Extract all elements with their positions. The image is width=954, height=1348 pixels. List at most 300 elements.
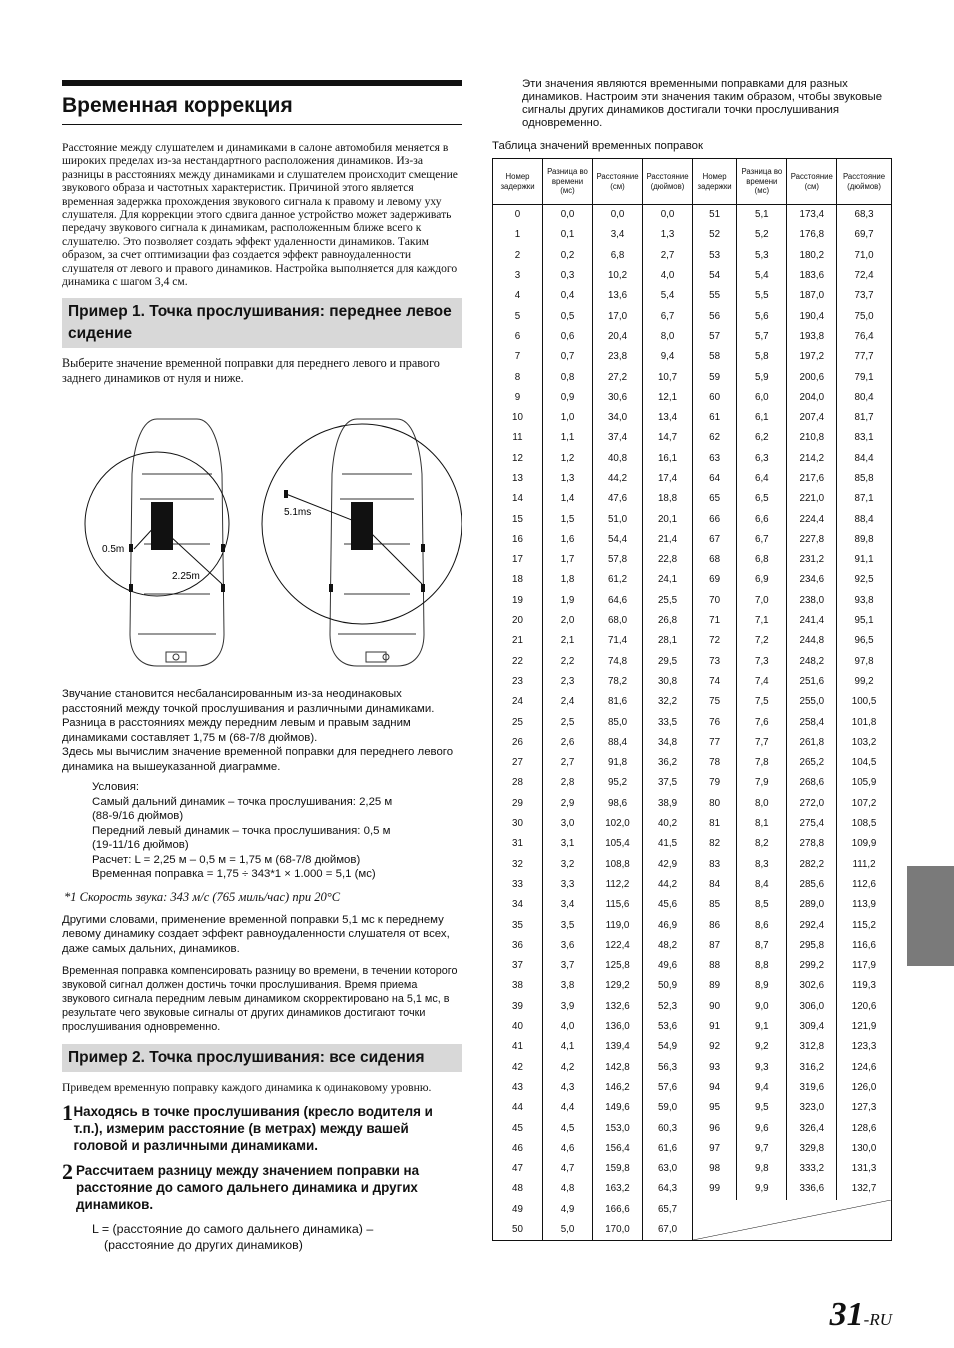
table-cell: 1,1	[543, 428, 593, 448]
example2-instruction: Приведем временную поправку каждого динамика к одинаковому уровню.	[62, 1081, 432, 1095]
table-cell: 1,3	[643, 225, 693, 245]
table-cell: 113,9	[837, 895, 892, 915]
table-cell: 58	[693, 347, 737, 367]
table-cell: 0,2	[543, 245, 593, 265]
table-cell: 16	[493, 529, 543, 549]
table-cell: 7,8	[737, 753, 787, 773]
table-row	[493, 1179, 892, 1199]
table-cell: 13,6	[593, 286, 643, 306]
table-cell: 7	[493, 347, 543, 367]
table-cell: 102,0	[593, 813, 643, 833]
table-cell: 329,8	[787, 1138, 837, 1158]
table-cell: 4,6	[543, 1138, 593, 1158]
speaker-icon	[129, 544, 133, 552]
table-row	[493, 1098, 892, 1118]
example1-instruction: Выберите значение временной поправки для переднего левого и правого заднего динамиков от нуля и ниже.	[62, 356, 440, 386]
table-cell: 333,2	[787, 1158, 837, 1178]
table-cell: 67	[693, 529, 737, 549]
table-cell: 234,6	[787, 570, 837, 590]
table-cell: 93	[693, 1057, 737, 1077]
intro-paragraph: Расстояние между слушателем и динамиками в салоне автомобиля меняется в широких пределах из-за нестандартного расположения динамиков. Из-за разницы в расстояниях между динамиками и слушателем происходит смещение звукового образа и частотных характеристик. Причиной этого является временная задержка прохождения звукового сигнала к правому и левому уху слушателя. Для коррекции этого сдвига данное устройство может задерживать передачу звукового сигнала к динамикам, расположенным ближе всего к слушателю. Это позволяет создать эффект удаленности динамиков. Таким образом, за счет оптимизации фаз создается эффект равноудаленности слушателя от левого и правого динамиков. Настройка выполняется для каждого динамика с шагом 3,4 см.	[62, 141, 458, 289]
table-cell: 117,9	[837, 955, 892, 975]
table-cell: 2,2	[543, 651, 593, 671]
table-cell: 21,4	[643, 529, 693, 549]
table-cell: 295,8	[787, 935, 837, 955]
table-cell: 95,1	[837, 610, 892, 630]
table-cell: 5,6	[737, 306, 787, 326]
page-suffix: -RU	[863, 1310, 892, 1329]
table-cell: 282,2	[787, 854, 837, 874]
table-cell: 1	[493, 225, 543, 245]
table-cell: 0,3	[543, 265, 593, 285]
table-cell: 4,1	[543, 1037, 593, 1057]
table-cell: 93,8	[837, 590, 892, 610]
table-cell: 132,7	[837, 1179, 892, 1199]
formula-line: (расстояние до других динамиков)	[104, 1238, 303, 1253]
side-tab	[907, 866, 954, 966]
table-cell: 59,0	[643, 1098, 693, 1118]
table-cell: 5,7	[737, 326, 787, 346]
table-cell: 176,8	[787, 225, 837, 245]
table-cell: 32,2	[643, 692, 693, 712]
table-row	[493, 509, 892, 529]
table-cell: 319,6	[787, 1077, 837, 1097]
table-cell: 100,5	[837, 692, 892, 712]
table-cell: 7,2	[737, 631, 787, 651]
table-cell: 289,0	[787, 895, 837, 915]
table-cell: 96,5	[837, 631, 892, 651]
table-cell: 7,7	[737, 732, 787, 752]
table-cell: 52,3	[643, 996, 693, 1016]
listener-seat-left	[151, 502, 173, 550]
table-cell: 180,2	[787, 245, 837, 265]
table-cell: 24	[493, 692, 543, 712]
column-header: Разница во времени (мс)	[543, 159, 593, 205]
table-cell: 6,5	[737, 489, 787, 509]
table-row	[493, 347, 892, 367]
table-cell: 2,3	[543, 671, 593, 691]
table-cell: 170,0	[593, 1220, 643, 1241]
table-cell: 2,6	[543, 732, 593, 752]
table-cell: 108,8	[593, 854, 643, 874]
table-cell: 67,0	[643, 1220, 693, 1241]
table-cell: 45,6	[643, 895, 693, 915]
table-cell: 83	[693, 854, 737, 874]
speaker-icon	[421, 544, 425, 552]
table-cell: 1,0	[543, 407, 593, 427]
table-cell: 1,9	[543, 590, 593, 610]
table-cell: 89	[693, 976, 737, 996]
table-cell: 94	[693, 1077, 737, 1097]
table-cell: 221,0	[787, 489, 837, 509]
column-header: Номер задержки	[493, 159, 543, 205]
table-cell: 142,8	[593, 1057, 643, 1077]
table-cell: 34,8	[643, 732, 693, 752]
table-cell: 111,2	[837, 854, 892, 874]
table-cell: 48	[493, 1179, 543, 1199]
table-cell: 2,8	[543, 773, 593, 793]
table-cell: 2,7	[543, 753, 593, 773]
table-cell: 68,0	[593, 610, 643, 630]
table-cell: 5,3	[737, 245, 787, 265]
table-cell: 3,4	[543, 895, 593, 915]
table-cell: 61,6	[643, 1138, 693, 1158]
table-cell: 71	[693, 610, 737, 630]
condition-line: (88-9/16 дюймов)	[92, 810, 184, 823]
table-cell: 292,4	[787, 915, 837, 935]
formula-line: L = (расстояние до самого дальнего динамика) –	[92, 1222, 374, 1237]
table-row	[493, 428, 892, 448]
table-cell: 56	[693, 306, 737, 326]
table-row	[493, 854, 892, 874]
table-cell: 36,2	[643, 753, 693, 773]
table-cell: 3,9	[543, 996, 593, 1016]
formula-block	[92, 1221, 462, 1253]
table-cell: 275,4	[787, 813, 837, 833]
table-cell: 126,0	[837, 1077, 892, 1097]
page-number-value: 31	[829, 1296, 864, 1333]
table-row	[493, 407, 892, 427]
table-cell: 72	[693, 631, 737, 651]
table-cell: 105,4	[593, 834, 643, 854]
table-cell: 7,1	[737, 610, 787, 630]
table-cell: 207,4	[787, 407, 837, 427]
example2-heading: Пример 2. Точка прослушивания: все сидения	[62, 1044, 462, 1072]
table-cell: 23	[493, 671, 543, 691]
table-cell: 77,7	[837, 347, 892, 367]
table-cell: 76	[693, 712, 737, 732]
table-row	[493, 225, 892, 245]
table-cell: 6,2	[737, 428, 787, 448]
table-cell: 49	[493, 1199, 543, 1220]
table-cell: 166,6	[593, 1199, 643, 1220]
table-cell: 57,6	[643, 1077, 693, 1097]
table-cell: 48,2	[643, 935, 693, 955]
step-1	[62, 1100, 462, 1154]
table-cell: 40	[493, 1016, 543, 1036]
table-cell: 46	[493, 1138, 543, 1158]
table-cell: 14,7	[643, 428, 693, 448]
table-cell: 17,4	[643, 468, 693, 488]
table-cell: 64	[693, 468, 737, 488]
table-cell: 109,9	[837, 834, 892, 854]
table-row	[493, 732, 892, 752]
table-cell: 10	[493, 407, 543, 427]
table-cell: 146,2	[593, 1077, 643, 1097]
table-row	[493, 468, 892, 488]
table-cell: 183,6	[787, 265, 837, 285]
table-cell: 51,0	[593, 509, 643, 529]
table-cell: 2,7	[643, 245, 693, 265]
table-cell: 7,3	[737, 651, 787, 671]
table-cell: 3,4	[593, 225, 643, 245]
column-header: Расстояние (см)	[787, 159, 837, 205]
table-cell: 81,7	[837, 407, 892, 427]
table-cell: 42,9	[643, 854, 693, 874]
empty-cell	[693, 1199, 892, 1240]
table-cell: 42	[493, 1057, 543, 1077]
table-cell: 248,2	[787, 651, 837, 671]
table-cell: 98,6	[593, 793, 643, 813]
table-cell: 3,3	[543, 874, 593, 894]
table-cell: 90	[693, 996, 737, 1016]
table-cell: 217,6	[787, 468, 837, 488]
table-cell: 35	[493, 915, 543, 935]
table-row	[493, 245, 892, 265]
table-cell: 76,4	[837, 326, 892, 346]
table-row	[493, 1199, 892, 1220]
table-cell: 72,4	[837, 265, 892, 285]
delay-label: 5.1ms	[284, 507, 312, 519]
table-cell: 6,8	[737, 550, 787, 570]
section-rule	[62, 80, 462, 86]
table-cell: 149,6	[593, 1098, 643, 1118]
table-cell: 85,8	[837, 468, 892, 488]
table-cell: 26,8	[643, 610, 693, 630]
table-cell: 80	[693, 793, 737, 813]
table-cell: 91	[693, 1016, 737, 1036]
table-cell: 13	[493, 468, 543, 488]
table-cell: 97	[693, 1138, 737, 1158]
right-intro: Эти значения являются временными поправками для разных динамиков. Настроим эти значения таким образом, чтобы звуковые сигналы других динамиков достигали точки прослушивания одновременно.	[522, 78, 883, 129]
table-cell: 0,0	[543, 205, 593, 225]
table-cell: 34,0	[593, 407, 643, 427]
step-number: 1	[62, 1100, 73, 1126]
table-cell: 0,6	[543, 326, 593, 346]
table-cell: 88,4	[837, 509, 892, 529]
table-cell: 6,8	[593, 245, 643, 265]
table-cell: 81,6	[593, 692, 643, 712]
table-cell: 84	[693, 874, 737, 894]
table-cell: 2,1	[543, 631, 593, 651]
table-cell: 5	[493, 306, 543, 326]
table-cell: 8,3	[737, 854, 787, 874]
table-cell: 285,6	[787, 874, 837, 894]
table-cell: 65,7	[643, 1199, 693, 1220]
table-cell: 82	[693, 834, 737, 854]
table-cell: 119,0	[593, 915, 643, 935]
table-cell: 4,0	[543, 1016, 593, 1036]
table-cell: 132,6	[593, 996, 643, 1016]
table-cell: 5,1	[737, 205, 787, 225]
condition-line: (19-11/16 дюймов)	[92, 839, 189, 852]
table-cell: 68,3	[837, 205, 892, 225]
example1-para2: Временная поправка компенсировать разницу во времени, в течении которого звуковой сигнал должен достичь точки прослушивания. Время приема звукового сигнала передним левым динамиком скорректировано на 5,1 мс, в результате чего звуковые сигналы от других динамиков достигают точки прослушивания одновременно.	[62, 965, 458, 1034]
table-cell: 105,9	[837, 773, 892, 793]
table-row	[493, 1077, 892, 1097]
table-cell: 16,1	[643, 448, 693, 468]
table-cell: 1,3	[543, 468, 593, 488]
table-row	[493, 610, 892, 630]
table-cell: 278,8	[787, 834, 837, 854]
table-cell: 40,2	[643, 813, 693, 833]
table-cell: 87,1	[837, 489, 892, 509]
table-cell: 124,6	[837, 1057, 892, 1077]
virtual-speaker-icon	[284, 490, 288, 498]
table-cell: 13,4	[643, 407, 693, 427]
table-cell: 79,1	[837, 367, 892, 387]
speaker-icon	[421, 584, 425, 592]
table-cell: 2	[493, 245, 543, 265]
table-cell: 53	[693, 245, 737, 265]
table-cell: 88	[693, 955, 737, 975]
table-cell: 17,0	[593, 306, 643, 326]
explanation-line: Здесь мы вычислим значение временной поправки для переднего левого динамика на вышеуказанной диаграмме.	[62, 746, 454, 773]
table-cell: 77	[693, 732, 737, 752]
table-cell: 1,2	[543, 448, 593, 468]
table-cell: 89,8	[837, 529, 892, 549]
table-cell: 87	[693, 935, 737, 955]
table-cell: 79	[693, 773, 737, 793]
table-cell: 107,2	[837, 793, 892, 813]
table-row	[493, 570, 892, 590]
table-cell: 120,6	[837, 996, 892, 1016]
table-row	[493, 712, 892, 732]
table-cell: 18,8	[643, 489, 693, 509]
table-row	[493, 550, 892, 570]
table-cell: 88,4	[593, 732, 643, 752]
right-column	[492, 78, 892, 1241]
table-cell: 101,8	[837, 712, 892, 732]
table-cell: 25	[493, 712, 543, 732]
left-column	[62, 80, 462, 1253]
table-row	[493, 367, 892, 387]
table-row	[493, 590, 892, 610]
table-cell: 2,5	[543, 712, 593, 732]
table-cell: 19	[493, 590, 543, 610]
table-cell: 71,4	[593, 631, 643, 651]
table-cell: 24,1	[643, 570, 693, 590]
table-cell: 316,2	[787, 1057, 837, 1077]
table-cell: 187,0	[787, 286, 837, 306]
table-cell: 6	[493, 326, 543, 346]
table-cell: 3,6	[543, 935, 593, 955]
table-cell: 9,2	[737, 1037, 787, 1057]
table-cell: 326,4	[787, 1118, 837, 1138]
example1-heading: Пример 1. Точка прослушивания: переднее левое сидение	[62, 298, 462, 348]
table-cell: 9,3	[737, 1057, 787, 1077]
table-cell: 129,2	[593, 976, 643, 996]
table-cell: 34	[493, 895, 543, 915]
table-cell: 265,2	[787, 753, 837, 773]
table-row	[493, 286, 892, 306]
table-cell: 231,2	[787, 550, 837, 570]
table-row	[493, 306, 892, 326]
table-cell: 3,8	[543, 976, 593, 996]
table-cell: 66	[693, 509, 737, 529]
table-cell: 22,8	[643, 550, 693, 570]
table-cell: 9,4	[737, 1077, 787, 1097]
example1-explanation	[62, 687, 462, 774]
table-cell: 39	[493, 996, 543, 1016]
table-cell: 44	[493, 1098, 543, 1118]
table-row	[493, 996, 892, 1016]
table-row	[493, 326, 892, 346]
table-cell: 43	[493, 1077, 543, 1097]
table-cell: 84,4	[837, 448, 892, 468]
table-cell: 3	[493, 265, 543, 285]
conditions-title: Условия:	[92, 781, 140, 794]
table-cell: 54,4	[593, 529, 643, 549]
table-cell: 103,2	[837, 732, 892, 752]
table-cell: 71,0	[837, 245, 892, 265]
table-cell: 2,0	[543, 610, 593, 630]
table-cell: 69	[693, 570, 737, 590]
table-cell: 52	[693, 225, 737, 245]
table-cell: 8,0	[737, 793, 787, 813]
table-cell: 92,5	[837, 570, 892, 590]
table-cell: 15	[493, 509, 543, 529]
table-cell: 1,7	[543, 550, 593, 570]
column-header: Номер задержки	[693, 159, 737, 205]
table-cell: 4,3	[543, 1077, 593, 1097]
table-row	[493, 1037, 892, 1057]
table-cell: 53,6	[643, 1016, 693, 1036]
table-cell: 74	[693, 671, 737, 691]
table-cell: 244,8	[787, 631, 837, 651]
table-cell: 6,4	[737, 468, 787, 488]
table-cell: 99,2	[837, 671, 892, 691]
table-cell: 8,8	[737, 955, 787, 975]
table-cell: 336,6	[787, 1179, 837, 1199]
table-cell: 8	[493, 367, 543, 387]
table-cell: 3,7	[543, 955, 593, 975]
table-cell: 41,5	[643, 834, 693, 854]
table-cell: 306,0	[787, 996, 837, 1016]
table-cell: 47	[493, 1158, 543, 1178]
table-cell: 268,6	[787, 773, 837, 793]
table-cell: 37	[493, 955, 543, 975]
table-cell: 130,0	[837, 1138, 892, 1158]
table-cell: 64,3	[643, 1179, 693, 1199]
table-cell: 238,0	[787, 590, 837, 610]
table-cell: 9,1	[737, 1016, 787, 1036]
table-cell: 125,8	[593, 955, 643, 975]
table-cell: 27	[493, 753, 543, 773]
table-cell: 37,4	[593, 428, 643, 448]
example1-para1: Другими словами, применение временной поправки 5,1 мс к переднему левому динамику создает эффект равноудаленности слушателя от всех, даже самых дальних, динамиков.	[62, 913, 450, 955]
table-cell: 47,6	[593, 489, 643, 509]
table-cell: 73	[693, 651, 737, 671]
table-cell: 6,3	[737, 448, 787, 468]
table-cell: 44,2	[643, 874, 693, 894]
table-cell: 9,0	[737, 996, 787, 1016]
table-cell: 33	[493, 874, 543, 894]
table-cell: 139,4	[593, 1037, 643, 1057]
table-cell: 32	[493, 854, 543, 874]
table-cell: 197,2	[787, 347, 837, 367]
table-row	[493, 955, 892, 975]
table-cell: 81	[693, 813, 737, 833]
table-cell: 8,2	[737, 834, 787, 854]
table-cell: 7,6	[737, 712, 787, 732]
table-cell: 5,0	[543, 1220, 593, 1241]
table-cell: 9,5	[737, 1098, 787, 1118]
table-cell: 80,4	[837, 387, 892, 407]
table-cell: 61	[693, 407, 737, 427]
table-cell: 17	[493, 550, 543, 570]
table-cell: 8,9	[737, 976, 787, 996]
table-row	[493, 976, 892, 996]
table-row	[493, 671, 892, 691]
table-cell: 6,6	[737, 509, 787, 529]
table-cell: 7,5	[737, 692, 787, 712]
table-cell: 40,8	[593, 448, 643, 468]
table-cell: 60	[693, 387, 737, 407]
table-cell: 85	[693, 895, 737, 915]
listener-seat-right	[351, 502, 373, 550]
table-cell: 60,3	[643, 1118, 693, 1138]
